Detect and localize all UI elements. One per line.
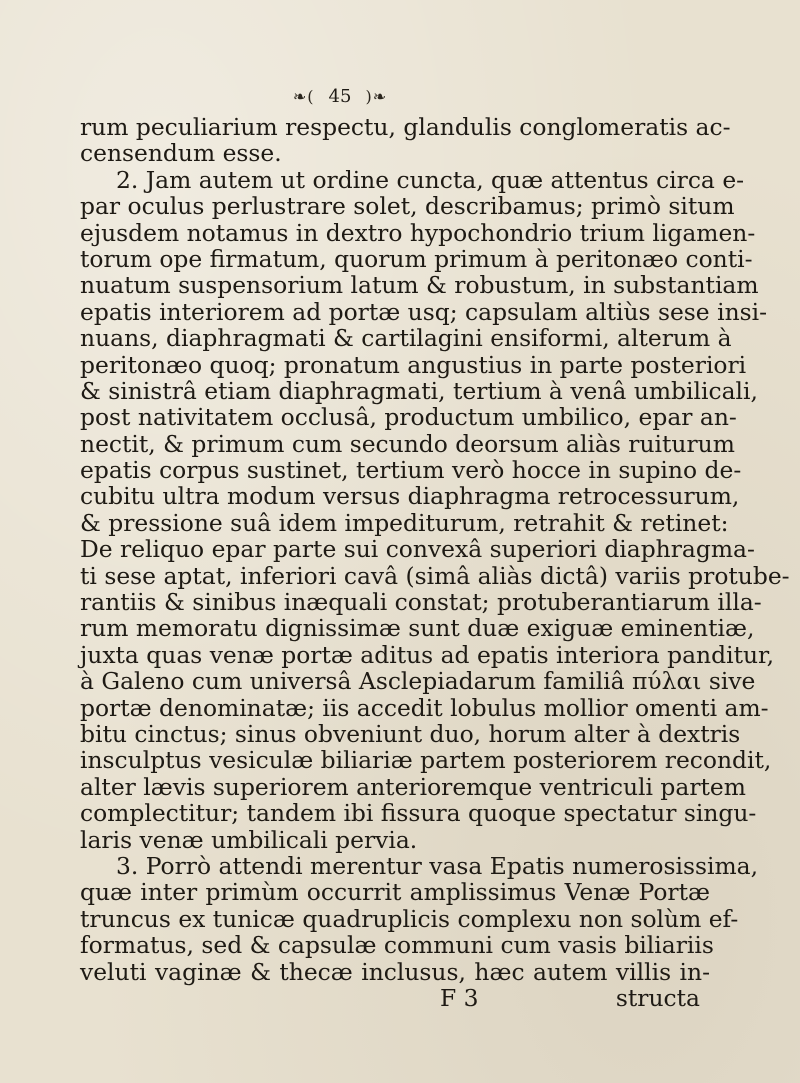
text-line: bitu cinctus; sinus obveniunt duo, horum alter à dextris: [80, 719, 741, 748]
text-line: laris venæ umbilicali pervia.: [80, 825, 418, 854]
text-line: à Galeno cum universâ Asclepiadarum familiâ πύλαι sive: [80, 667, 756, 696]
text-line: rum memoratu dignissimæ sunt duæ exiguæ eminentiæ,: [80, 614, 755, 643]
text-line: epatis interiorem ad portæ usq; capsulam altiùs sese insi-: [80, 297, 768, 326]
text-line: peritonæo quoq; pronatum angustius in parte posteriori: [80, 350, 747, 379]
running-header: [190, 82, 490, 112]
page-footer: [80, 985, 710, 1011]
text-line: nuatum suspensorium latum & robustum, in substantiam: [80, 271, 759, 300]
text-line: ti sese aptat, inferiori cavâ (simâ aliàs dictâ) variis protube-: [80, 561, 790, 590]
text-line: De reliquo epar parte sui convexâ superiori diaphragma-: [80, 535, 755, 564]
text-line: veluti vaginæ & thecæ inclusus, hæc autem villis in-: [80, 957, 710, 986]
text-line: ejusdem notamus in dextro hypochondrio trium ligamen-: [80, 218, 756, 247]
text-line: truncus ex tunicæ quadruplicis complexu non solùm ef-: [80, 904, 739, 933]
text-line: complectitur; tandem ibi fissura quoque spectatur singu-: [80, 799, 757, 828]
text-line: formatus, sed & capsulæ communi cum vasis biliariis: [80, 931, 714, 960]
ornament-right: )❧: [365, 86, 388, 106]
text-line: & sinistrâ etiam diaphragmati, tertium à venâ umbilicali,: [80, 376, 758, 405]
text-line: censendum esse.: [80, 139, 282, 168]
page-number: 45: [328, 85, 352, 107]
text-line: par oculus perlustrare solet, describamus; primò situm: [80, 192, 735, 221]
text-line: nectit, & primum cum secundo deorsum aliàs ruiturum: [80, 429, 735, 458]
text-line: post nativitatem occlusâ, productum umbilico, epar an-: [80, 403, 737, 432]
text-line: 2. Jam autem ut ordine cuncta, quæ attentus circa e-: [116, 165, 745, 194]
text-line: rantiis & sinibus inæquali constat; protuberantiarum illa-: [80, 588, 762, 617]
ornament-left: ❧(: [292, 86, 315, 106]
text-line: portæ denominatæ; iis accedit lobulus mollior omenti am-: [80, 693, 769, 722]
text-line: quæ inter primùm occurrit amplissimus Venæ Portæ: [80, 878, 710, 907]
text-line: juxta quas venæ portæ aditus ad epatis interiora panditur,: [80, 640, 775, 669]
text-line: nuans, diaphragmati & cartilagini ensiformi, alterum à: [80, 324, 732, 353]
text-line: epatis corpus sustinet, tertium verò hocce in supino de-: [80, 456, 742, 485]
text-line: alter lævis superiorem anterioremque ventriculi partem: [80, 772, 746, 801]
catchword: structa: [615, 983, 700, 1012]
text-line: 3. Porrò attendi merentur vasa Epatis numerosissima,: [116, 851, 759, 880]
signature-mark: F 3: [440, 983, 479, 1012]
text-line: insculptus vesiculæ biliariæ partem posteriorem recondit,: [80, 746, 772, 775]
text-line: cubitu ultra modum versus diaphragma retrocessurum,: [80, 482, 740, 511]
text-line: torum ope firmatum, quorum primum à peritonæo conti-: [80, 244, 753, 273]
text-block: [80, 85, 790, 1012]
text-line: & pressione suâ idem impediturum, retrahit & retinet:: [80, 508, 729, 537]
text-line: rum peculiarium respectu, glandulis conglomeratis ac-: [80, 113, 731, 141]
